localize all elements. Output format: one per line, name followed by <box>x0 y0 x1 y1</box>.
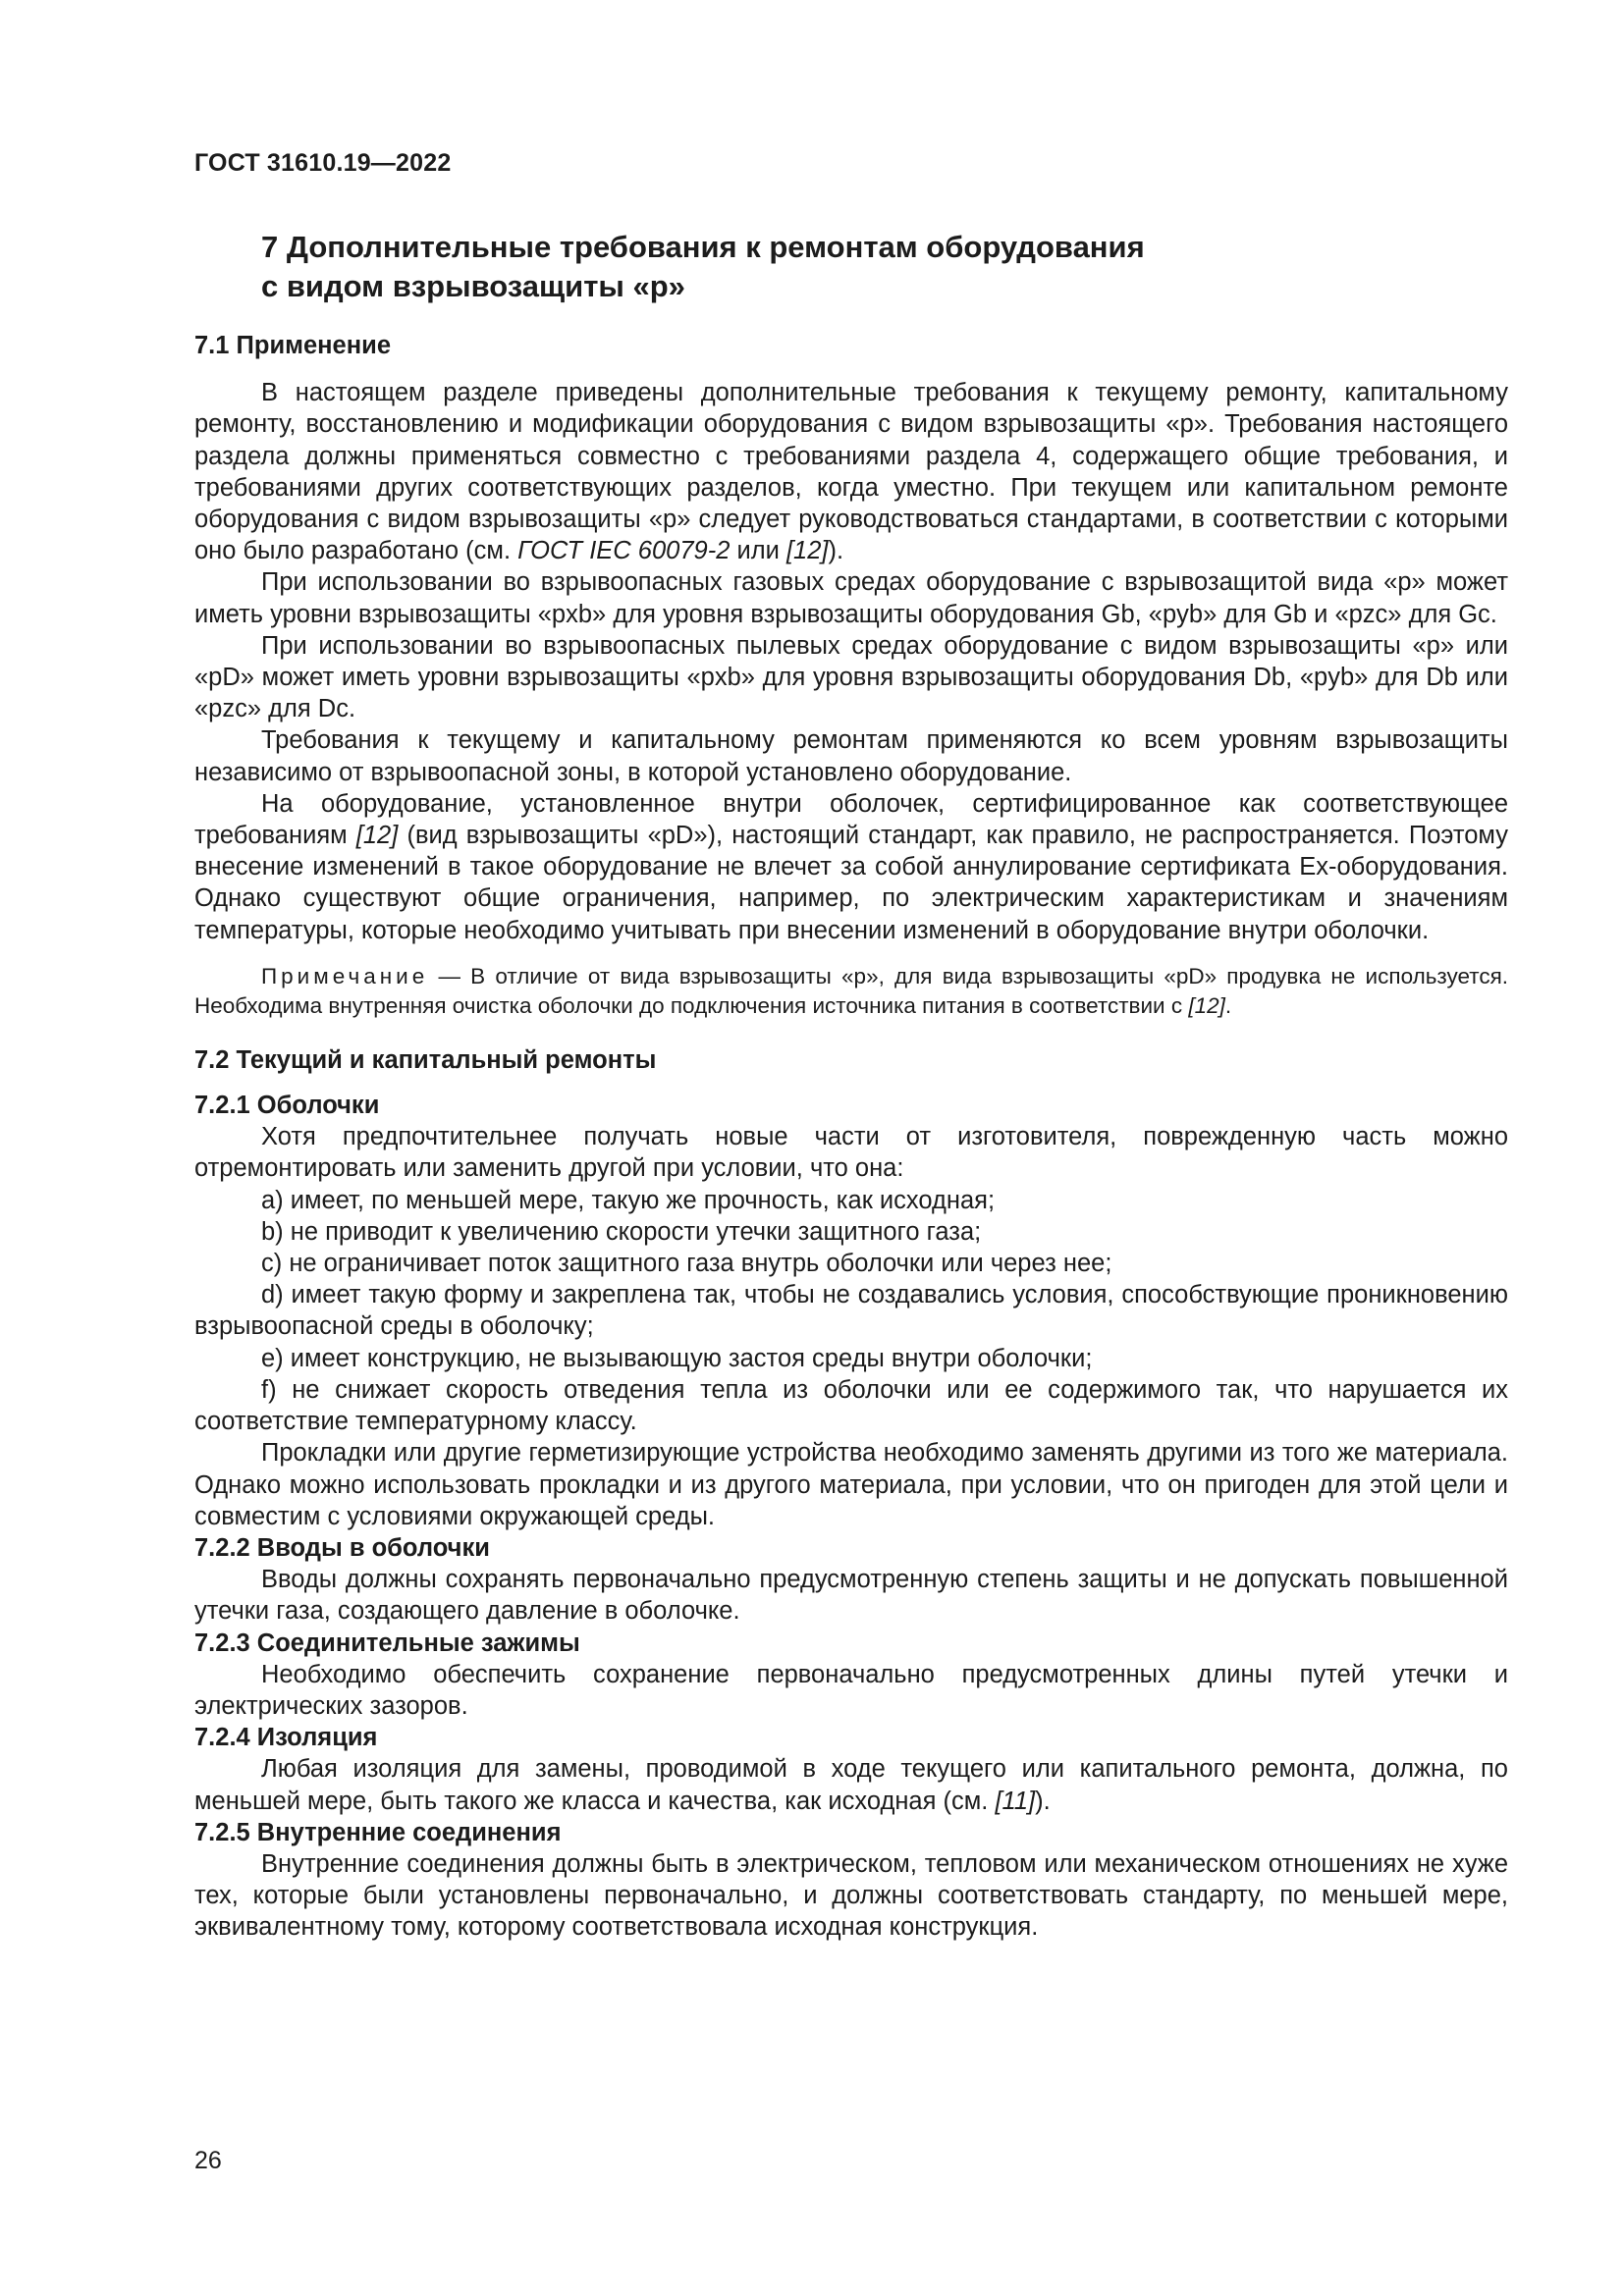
list-item-a: a) имеет, по меньшей мере, такую же прочность, как исходная; <box>261 1186 996 1214</box>
heading-7-2-1: 7.2.1 Оболочки <box>194 1092 380 1120</box>
document-id: ГОСТ 31610.19—2022 <box>194 149 452 177</box>
heading-7-2-3: 7.2.3 Соединительные зажимы <box>194 1629 580 1657</box>
text: В настоящем разделе приведены дополнительные требования к текущему ремонту, капитальному ремонту, восстановлению и модификации оборудования с видом взрывозащиты «р». Требования настоящего раздела должны применяться совместно с требованиями раздела 4, содержащего общие требования, и требованиями других соответствующих разделов, когда уместно. При текущем или капитальном ремонте оборудования с видом взрывозащиты «р» следует руководствоваться стандартами, в соответствии с которыми оно было разработано (см. <box>194 379 1508 565</box>
heading-7-2-4: 7.2.4 Изоляция <box>194 1724 378 1752</box>
text: (вид взрывозащиты «pD»), настоящий стандарт, как правило, не распространяется. Поэтому внесение изменений в такое оборудование не влечет за собой аннулирование сертификата Ex-оборудования. Однако существуют общие ограничения, например, по электрическим характеристикам и значениям температуры, которые необходимо учитывать при внесении изменений в оборудование внутри оболочки. <box>194 822 1508 944</box>
text: ). <box>828 537 844 565</box>
page-number: 26 <box>194 2147 222 2174</box>
reference-gost: ГОСТ IEC 60079-2 <box>517 537 731 565</box>
note-label: Примечание <box>261 963 429 988</box>
reference: [12] <box>785 537 829 565</box>
paragraph-7-1-5 <box>194 788 1508 946</box>
note <box>194 962 1508 1021</box>
list-item-b: b) не приводит к увеличению скорости утечки защитного газа; <box>261 1217 982 1246</box>
paragraph-7-2-3: Необходимо обеспечить сохранение первоначально предусмотренных длины путей утечки и электрических зазоров. <box>194 1660 1508 1720</box>
heading-7-1: 7.1 Применение <box>194 332 392 359</box>
reference: [11] <box>995 1787 1036 1815</box>
text: Любая изоляция для замены, проводимой в ходе текущего или капитального ремонта, должна, по меньшей мере, быть такого же класса и качества, как исходная (см. <box>194 1755 1508 1815</box>
paragraph-7-1-1 <box>194 377 1508 566</box>
paragraph-7-1-4: Требования к текущему и капитальному ремонтам применяются ко всем уровням взрывозащиты независимо от взрывоопасной зоны, в которой установлено оборудование. <box>194 726 1508 786</box>
page-content <box>194 228 1508 1944</box>
paragraph-7-1-2: При использовании во взрывоопасных газовых средах оборудование с взрывозащитой вида «р» может иметь уровни взрывозащиты «pxb» для уровня взрывозащиты оборудования Gb, «pyb» для Gb и «pzc» для Gc. <box>194 568 1508 628</box>
section-7-title-line2: с видом взрывозащиты «р» <box>261 269 685 303</box>
list-item-c: c) не ограничивает поток защитного газа внутрь оболочки или через нее; <box>261 1250 1112 1278</box>
list-item-f: f) не снижает скорость отведения тепла из оболочки или ее содержимого так, что нарушается их соответствие температурному классу. <box>194 1375 1508 1436</box>
reference: [12] <box>355 822 399 850</box>
text: — В отличие от вида взрывозащиты «р», для вида взрывозащиты «pD» продувка не используется. Необходима внутренняя очистка оболочки до подключения источника питания в соответствии с <box>194 963 1508 1018</box>
heading-7-2-2: 7.2.2 Вводы в оболочки <box>194 1533 490 1562</box>
paragraph-7-2-2: Вводы должны сохранять первоначально предусмотренную степень защиты и не допускать повышенной утечки газа, создающего давление в оболочке. <box>194 1566 1508 1626</box>
section-7-title <box>261 228 1508 306</box>
heading-7-2-5: 7.2.5 Внутренние соединения <box>194 1818 562 1846</box>
paragraph-7-1-3: При использовании во взрывоопасных пылевых средах оборудование с видом взрывозащиты «р» или «pD» может иметь уровни взрывозащиты «pxb» для уровня взрывозащиты оборудования Db, «pyb» для Db или «pzc» для Dc. <box>194 631 1508 723</box>
section-7-title-line1: 7 Дополнительные требования к ремонтам оборудования <box>261 230 1145 264</box>
list-item-d: d) имеет такую форму и закреплена так, чтобы не создавались условия, способствующие проникновению взрывоопасной среды в оболочку; <box>194 1281 1508 1341</box>
text: На оборудование, установленное внутри оболочек, сертифицированное как соответствующее требованиям <box>194 789 1508 850</box>
text: или <box>730 537 786 565</box>
text: ). <box>1035 1787 1051 1815</box>
heading-7-2: 7.2 Текущий и капитальный ремонты <box>194 1045 657 1074</box>
text: . <box>1224 992 1232 1018</box>
paragraph-7-2-1-2: Прокладки или другие герметизирующие устройства необходимо заменять другими из того же материала. Однако можно использовать прокладки и из другого материала, при условии, что он пригоден для этой цели и совместим с условиями окружающей среды. <box>194 1439 1508 1530</box>
paragraph-7-2-5: Внутренние соединения должны быть в электрическом, тепловом или механическом отношениях не хуже тех, которые были установлены первоначально, и должны соответствовать стандарту, по меньшей мере, эквивалентному тому, которому соответствовала исходная конструкция. <box>194 1849 1508 1942</box>
list-item-e: e) имеет конструкцию, не вызывающую застоя среды внутри оболочки; <box>261 1344 1093 1372</box>
paragraph-7-2-4 <box>194 1753 1508 1816</box>
reference: [12] <box>1188 992 1225 1018</box>
paragraph-7-2-1-1: Хотя предпочтительнее получать новые части от изготовителя, поврежденную часть можно отремонтировать или заменить другой при условии, что она: <box>194 1123 1508 1183</box>
